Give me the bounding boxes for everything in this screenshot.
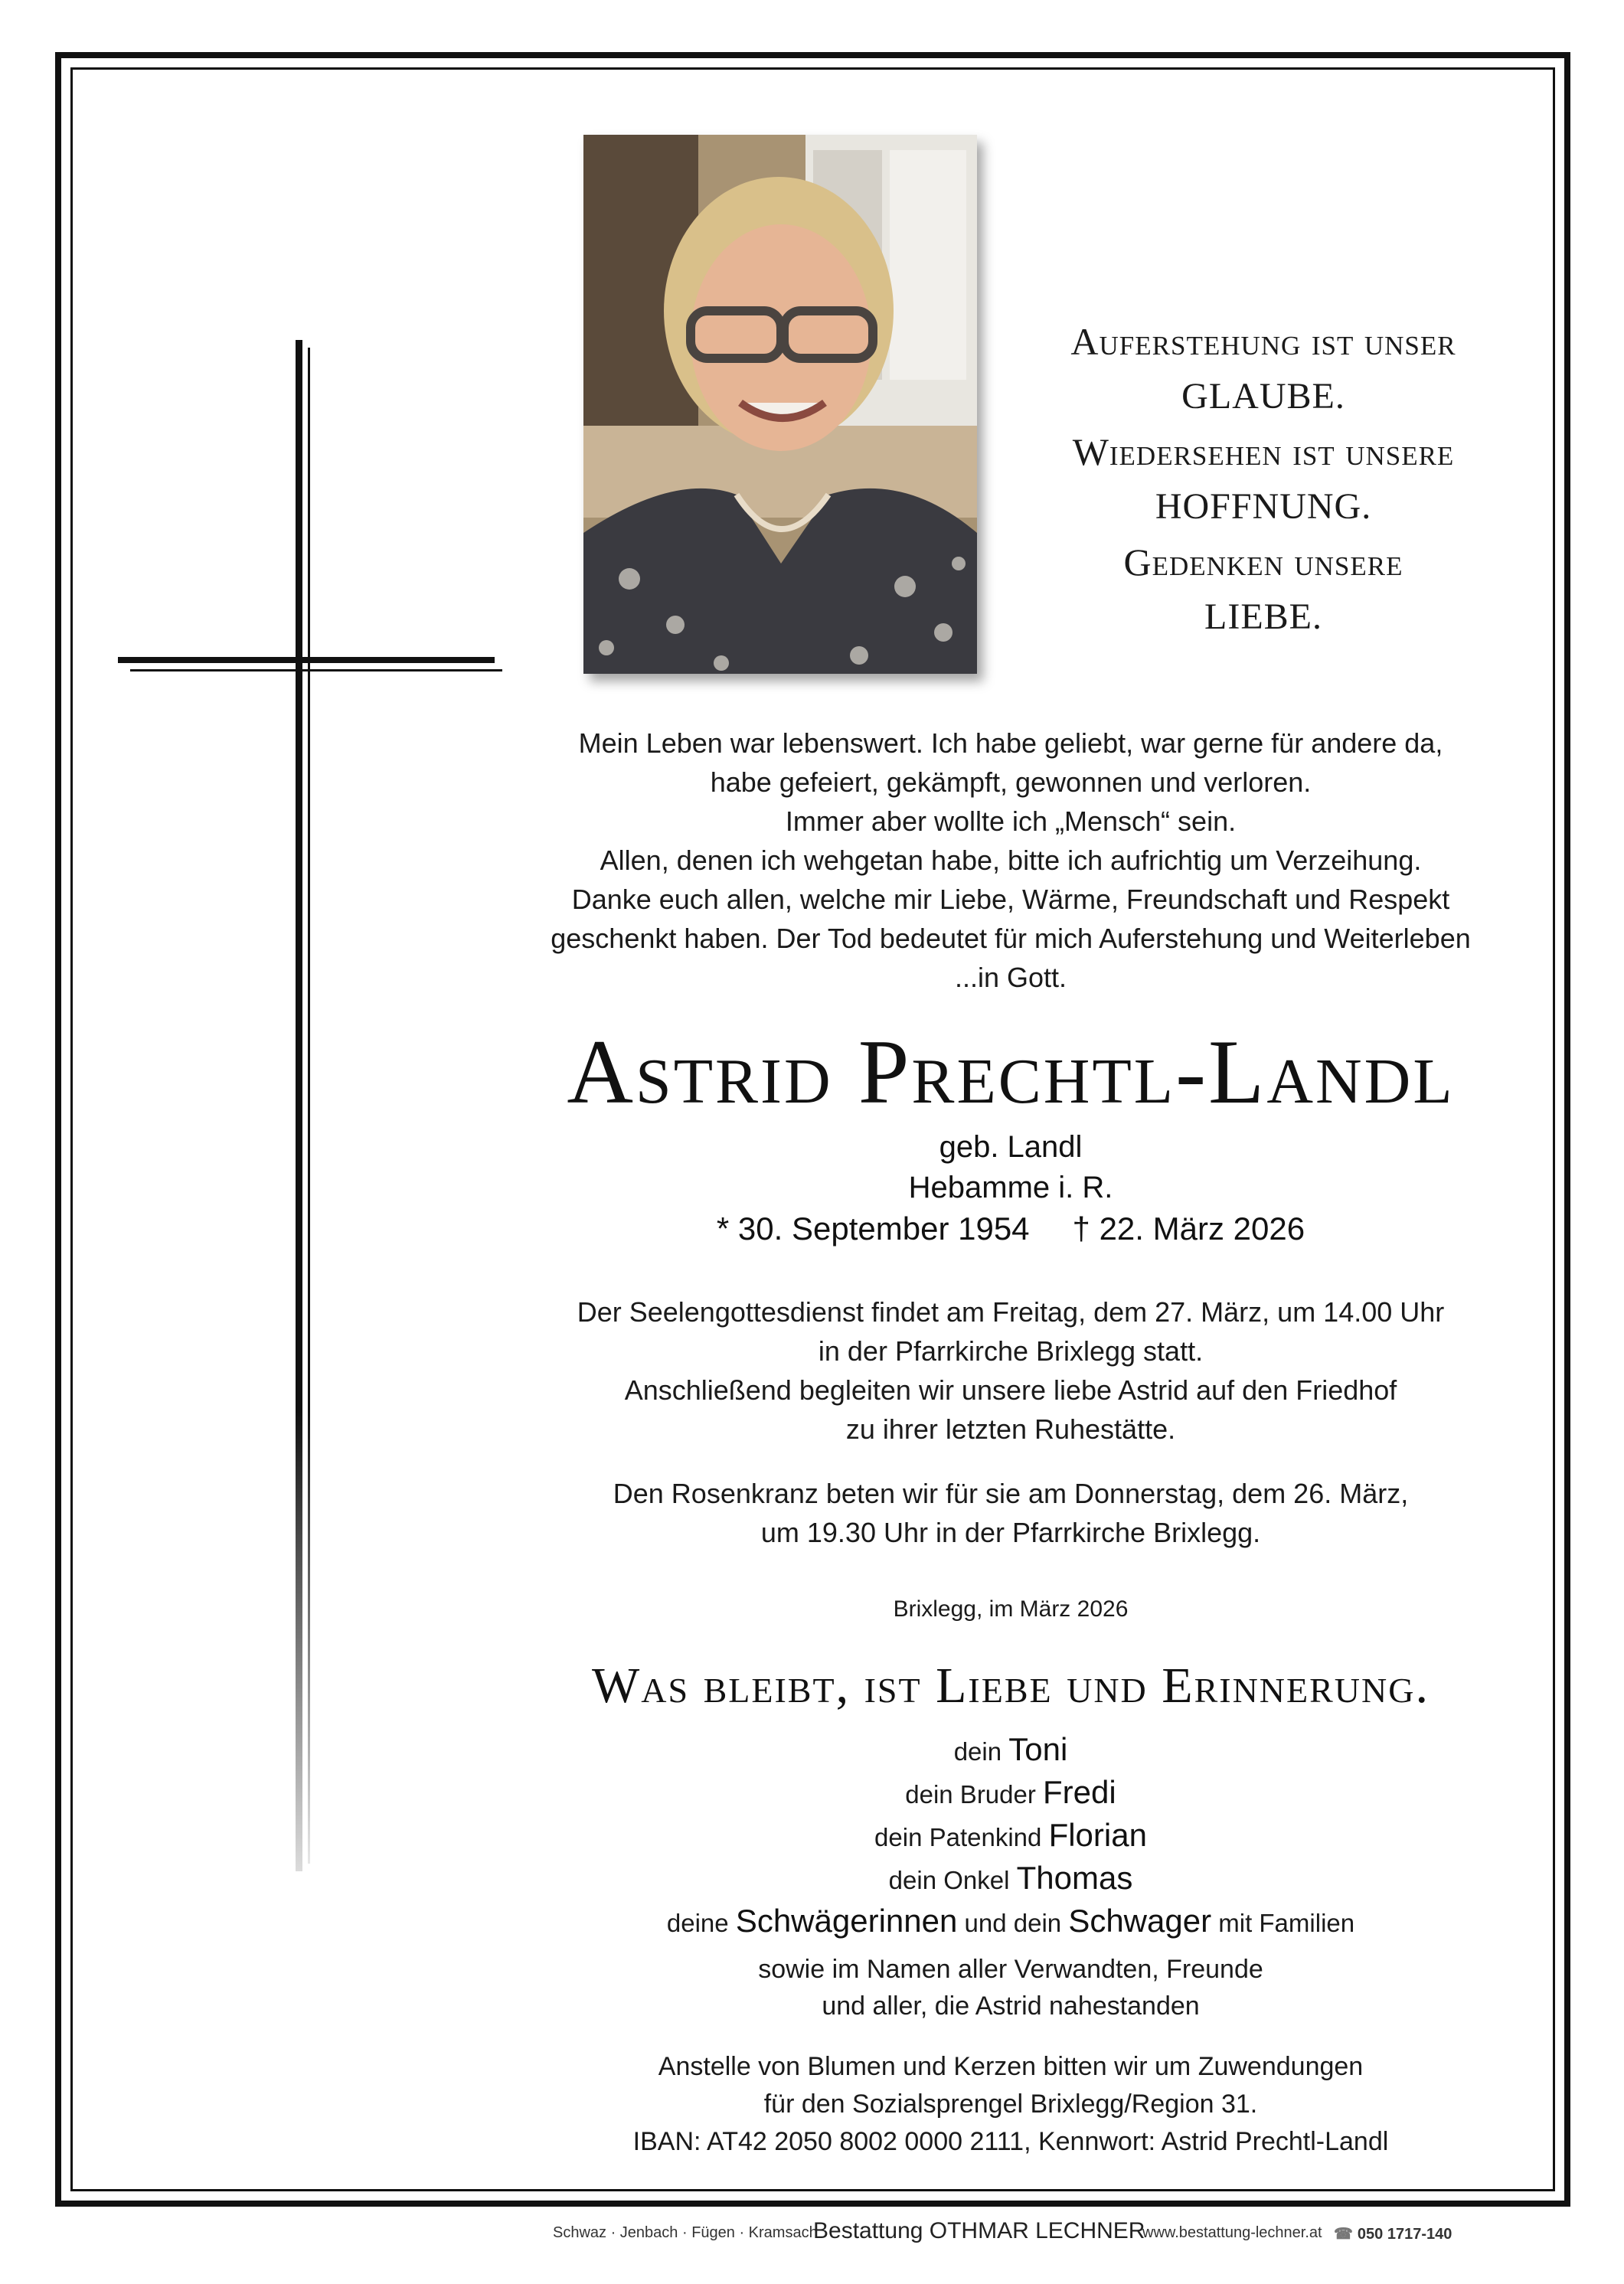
footer-brand: Bestattung OTHMAR LECHNER [813, 2218, 1145, 2243]
birth-date: * 30. September 1954 [716, 1211, 1030, 1247]
motto-keyword: HOFFNUNG. [1155, 486, 1372, 527]
mourner-line: dein Bruder Fredi [905, 1774, 1116, 1810]
footer-locations: Schwaz · Jenbach · Fügen · Kramsach [553, 2224, 818, 2241]
mourner-line: dein Onkel Thomas [888, 1860, 1133, 1896]
rosary-text [475, 1474, 1547, 1552]
death-date: † 22. März 2026 [1072, 1211, 1305, 1247]
footer [0, 2217, 1624, 2247]
service-line: zu ihrer letzten Ruhestätte. [845, 1413, 1176, 1445]
service-line: in der Pfarrkirche Brixlegg statt. [818, 1335, 1204, 1367]
portrait-photo [583, 135, 977, 674]
donation-line: IBAN: AT42 2050 8002 0000 2111, Kennwort: Astrid Prechtl-Landl [632, 2127, 1389, 2156]
donation-line: Anstelle von Blumen und Kerzen bitten wir um Zuwendungen [658, 2052, 1364, 2081]
place-date: Brixlegg, im März 2026 [893, 1596, 1129, 1622]
motto-line: Gedenken unsere [1123, 541, 1403, 583]
motto-line: Auferstehung ist unser [1070, 320, 1456, 363]
footer-website[interactable]: www.bestattung-lechner.at [1142, 2224, 1322, 2241]
motto [995, 314, 1531, 645]
poem-line: geschenkt haben. Der Tod bedeutet für mich Auferstehung und Weiterleben [551, 923, 1471, 954]
funeral-service-text [475, 1292, 1547, 1449]
poem-line: habe gefeiert, gekämpft, gewonnen und verloren. [710, 766, 1312, 798]
poem-line: Immer aber wollte ich „Mensch“ sein. [785, 805, 1237, 837]
rosary-line: um 19.30 Uhr in der Pfarrkirche Brixlegg. [760, 1517, 1261, 1548]
motto-line: Wiedersehen ist unsere [1072, 430, 1455, 473]
motto-keyword: LIEBE. [1204, 596, 1322, 637]
phone-icon: ☎ [1334, 2226, 1353, 2243]
donation-text [475, 2048, 1547, 2161]
mourner-line: dein Patenkind Florian [874, 1817, 1147, 1853]
service-line: Der Seelengottesdienst findet am Freitag, dem 27. März, um 14.00 Uhr [577, 1296, 1445, 1328]
deceased-info [475, 1127, 1547, 1249]
poem [475, 724, 1547, 997]
footer-phone: ☎ 050 1717-140 [1334, 2226, 1452, 2243]
birth-name: geb. Landl [939, 1130, 1083, 1164]
poem-line: Danke euch allen, welche mir Liebe, Wärme, Freundschaft und Respekt [571, 884, 1450, 915]
motto-keyword: GLAUBE. [1181, 376, 1345, 417]
life-dates [475, 1208, 1547, 1249]
cross-icon [115, 337, 513, 1868]
others-line: und aller, die Astrid nahestanden [822, 1992, 1200, 2021]
mourner-line: deine Schwägerinnen und dein Schwager mit Familien [666, 1903, 1355, 1939]
poem-line: ...in Gott. [954, 962, 1067, 993]
poem-line: Mein Leben war lebenswert. Ich habe geliebt, war gerne für andere da, [578, 727, 1443, 759]
poem-line: Allen, denen ich wehgetan habe, bitte ich aufrichtig um Verzeihung. [600, 845, 1422, 876]
service-line: Anschließend begleiten wir unsere liebe Astrid auf den Friedhof [624, 1374, 1397, 1406]
donation-line: für den Sozialsprengel Brixlegg/Region 31. [763, 2090, 1258, 2119]
saying: Was bleibt, ist Liebe und Erinnerung. [592, 1658, 1430, 1714]
profession: Hebamme i. R. [908, 1171, 1113, 1204]
deceased-name: Astrid Prechtl-Landl [567, 1021, 1455, 1122]
mourner-line: dein Toni [953, 1731, 1068, 1767]
mourners-list [475, 1729, 1547, 1943]
rosary-line: Den Rosenkranz beten wir für sie am Donnerstag, dem 26. März, [613, 1478, 1409, 1509]
others-line: sowie im Namen aller Verwandten, Freunde [758, 1955, 1263, 1984]
others-text [475, 1951, 1547, 2024]
